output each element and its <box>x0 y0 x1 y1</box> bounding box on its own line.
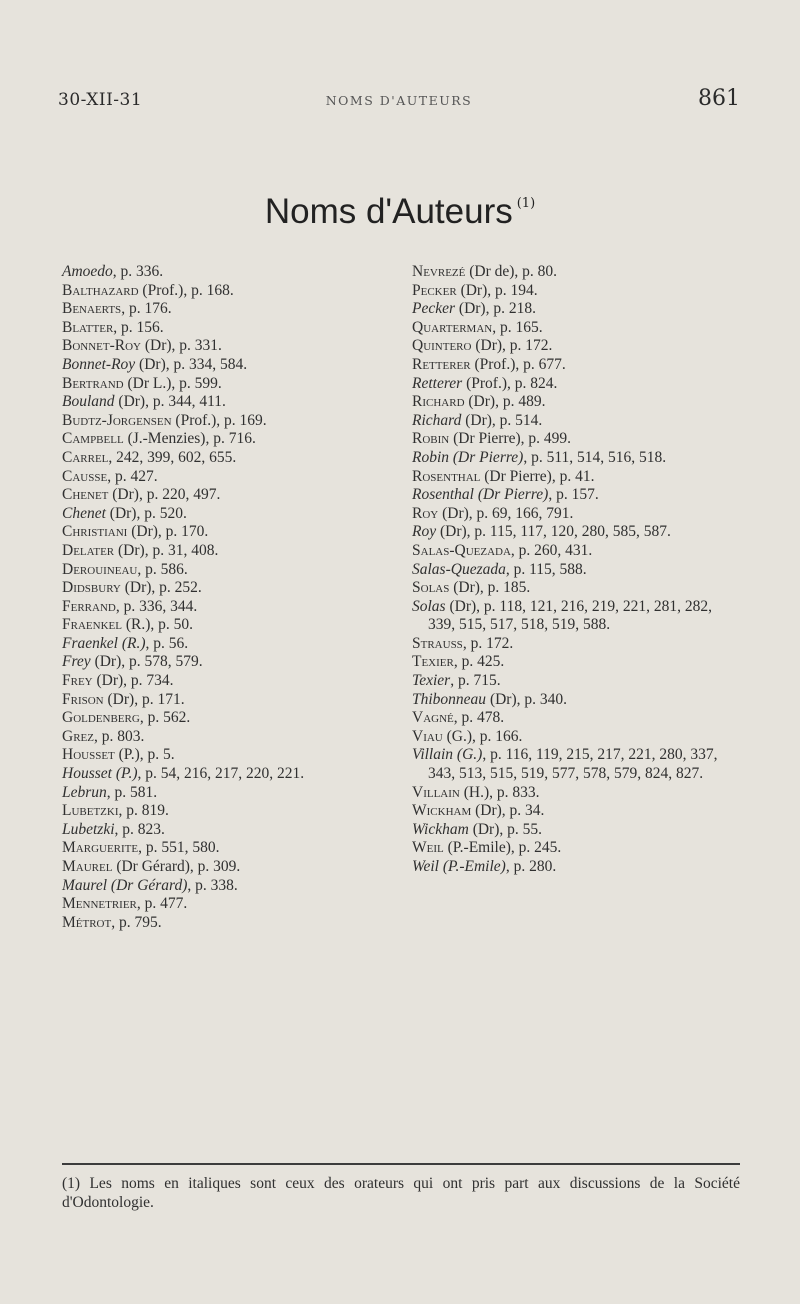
page-references: , 242, 399, 602, 655. <box>108 448 237 466</box>
index-entry <box>412 598 740 635</box>
index-entry <box>412 672 740 691</box>
page-references: , p. 478. <box>453 709 505 727</box>
author-name: Richard <box>412 393 465 411</box>
running-header <box>58 86 740 116</box>
author-name: Frey <box>62 653 91 671</box>
index-entry <box>412 412 740 431</box>
index-entry <box>412 263 740 282</box>
page-references: , p. 586. <box>137 560 188 578</box>
page-number: 861 <box>698 86 740 111</box>
author-name: Bouland <box>62 393 115 411</box>
index-entry <box>62 691 392 710</box>
index-entry <box>412 505 740 524</box>
index-entry <box>412 486 740 505</box>
page-references: (Dr), p. 115, 117, 120, 280, 585, 587. <box>436 523 671 541</box>
author-name: Amoedo <box>62 263 113 280</box>
page-references: , p. 165. <box>492 318 543 336</box>
author-name: Maurel (Dr Gérard) <box>62 876 188 894</box>
footnote: (1) Les noms en italiques sont ceux des orateurs qui ont pris part aux discussions de la Société d'Odontologie. <box>62 1175 740 1211</box>
page-references: (Prof.), p. 168. <box>138 281 234 299</box>
author-name: Villain <box>412 783 460 801</box>
author-name: Wickham <box>412 802 472 820</box>
page-references: (Dr Pierre), p. 499. <box>449 430 572 448</box>
author-name: Nevrezé <box>412 263 466 280</box>
index-entry <box>412 858 740 877</box>
page-references: (Prof.), p. 824. <box>462 374 558 392</box>
page-references: (Dr Pierre), p. 41. <box>480 467 595 485</box>
author-name: Pecker <box>412 300 456 318</box>
page-references: (Dr), p. 252. <box>120 579 202 597</box>
author-name: Roy <box>412 523 437 541</box>
index-entry <box>62 486 392 505</box>
index-entry <box>62 393 392 412</box>
page-references: , p. 425. <box>453 653 505 671</box>
page-references: , p. 581. <box>106 783 158 801</box>
author-name: Retterer <box>412 374 463 392</box>
author-name: Lubetzki <box>62 802 119 820</box>
page-references: (P.-Emile), p. 245. <box>443 839 562 857</box>
author-name: Thibonneau <box>412 690 487 708</box>
page-references: , p. 116, 119, 215, 217, 221, 280, 337, 343, 513, 515, 519, 577, 578, 579, 824, 827. <box>428 746 718 783</box>
page-references: (Dr), p. 185. <box>449 579 531 597</box>
author-name: Retterer <box>412 355 471 373</box>
page-title <box>0 192 800 232</box>
author-name: Robin <box>412 430 450 448</box>
author-name: Grez <box>62 727 94 745</box>
index-entry <box>412 319 740 338</box>
author-name: Housset <box>62 746 115 764</box>
author-name: Fraenkel (R.) <box>62 634 146 652</box>
page-references: (J.-Menzies), p. 716. <box>123 430 256 448</box>
page-references: , p. 56. <box>145 634 189 652</box>
index-entry <box>412 393 740 412</box>
author-name: Quintero <box>412 337 472 355</box>
page-references: (Dr), p. 31, 408. <box>114 541 219 559</box>
page-references: (Dr), p. 578, 579. <box>90 653 203 671</box>
page-references: (Dr), p. 194. <box>456 281 538 299</box>
page-references: , p. 336, 344. <box>115 597 198 615</box>
page-references: , p. 562. <box>139 709 191 727</box>
author-name: Derouineau <box>62 560 138 578</box>
author-name: Causse <box>62 467 108 485</box>
page-references: (Dr), p. 34. <box>471 802 545 820</box>
author-name: Housset (P.) <box>62 765 138 783</box>
index-entry <box>412 746 740 783</box>
footnote-marker: (1) <box>516 196 536 211</box>
index-entry <box>412 635 740 654</box>
page-references: , p. 115, 588. <box>505 560 587 578</box>
index-entry <box>412 542 740 561</box>
page-references: (Dr), p. 334, 584. <box>135 355 248 373</box>
page-references: (Dr), p. 118, 121, 216, 219, 221, 281, 282, 339, 515, 517, 518, 519, 588. <box>428 597 712 634</box>
author-name: Blatter <box>62 318 114 336</box>
index-entry <box>62 579 392 598</box>
index-entry <box>62 709 392 728</box>
author-name: Marguerite <box>62 839 139 857</box>
page-references: (Dr), p. 331. <box>141 337 222 355</box>
index-entry <box>62 412 392 431</box>
page-references: , p. 176. <box>121 300 172 318</box>
index-entry <box>62 895 392 914</box>
author-name: Campbell <box>62 430 124 448</box>
index-entry <box>62 523 392 542</box>
page-references: (Dr), p. 172. <box>471 337 553 355</box>
author-name: Roy <box>412 504 439 522</box>
author-name: Wickham <box>412 820 469 838</box>
author-name: Bertrand <box>62 374 124 392</box>
page-references: (Dr), p. 520. <box>105 504 187 522</box>
index-entry <box>62 430 392 449</box>
index-entry <box>412 784 740 803</box>
author-index-left-column <box>62 263 392 932</box>
page-references: , p. 551, 580. <box>138 839 220 857</box>
author-name: Texier <box>412 653 454 671</box>
index-entry <box>62 616 392 635</box>
page-references: (Dr), p. 69, 166, 791. <box>438 504 574 522</box>
author-name: Didsbury <box>62 579 121 597</box>
author-name: Strauss <box>412 634 463 652</box>
page-references: (Dr), p. 340. <box>486 690 567 708</box>
author-name: Carrel <box>62 448 109 466</box>
index-entry <box>412 337 740 356</box>
index-entry <box>62 821 392 840</box>
index-entry <box>412 449 740 468</box>
page-references: (Dr Gérard), p. 309. <box>112 858 241 875</box>
index-entry <box>62 839 392 858</box>
page-references: (Dr de), p. 80. <box>465 263 558 280</box>
page-references: , p. 715. <box>450 672 501 690</box>
index-entry <box>62 635 392 654</box>
author-name: Robin (Dr Pierre) <box>412 448 524 466</box>
author-name: Rosenthal <box>412 467 481 485</box>
author-name: Solas <box>412 579 450 597</box>
author-name: Salas-Quezada <box>412 541 511 559</box>
title-text: Noms d'Auteurs <box>264 192 513 231</box>
index-entry <box>412 375 740 394</box>
page-references: (Prof.), p. 677. <box>470 355 566 373</box>
page-references: , p. 172. <box>462 634 514 652</box>
page-references: , p. 427. <box>107 467 158 485</box>
index-entry <box>62 542 392 561</box>
index-entry <box>62 468 392 487</box>
index-entry <box>62 784 392 803</box>
index-entry <box>62 728 392 747</box>
index-entry <box>412 802 740 821</box>
author-index-right-column <box>412 263 740 877</box>
section-title: NOMS D'AUTEURS <box>325 93 473 108</box>
page-references: , p. 336. <box>112 263 164 280</box>
page-references: , p. 280. <box>505 858 557 875</box>
author-name: Pecker <box>412 281 457 299</box>
author-name: Viau <box>412 727 443 745</box>
author-name: Fraenkel <box>62 616 122 634</box>
page-references: (G.), p. 166. <box>442 727 523 745</box>
index-entry <box>412 821 740 840</box>
page-references: , p. 157. <box>548 486 599 504</box>
index-entry <box>412 561 740 580</box>
author-name: Vagné <box>412 709 454 727</box>
author-name: Goldenberg <box>62 709 140 727</box>
page-references: (Dr), p. 344, 411. <box>114 393 226 411</box>
page-references: (Dr), p. 489. <box>464 393 546 411</box>
page-references: , p. 803. <box>93 727 145 745</box>
page-references: (Dr), p. 734. <box>92 672 174 690</box>
page-references: , p. 156. <box>113 318 164 336</box>
index-entry <box>62 858 392 877</box>
author-name: Rosenthal (Dr Pierre) <box>412 486 549 504</box>
page-references: (Dr), p. 218. <box>455 300 536 318</box>
index-entry <box>62 449 392 468</box>
page-references: (Dr), p. 514. <box>461 411 543 429</box>
page-references: (P.), p. 5. <box>114 746 175 764</box>
author-name: Solas <box>412 597 446 615</box>
page-references: (Dr), p. 171. <box>103 690 185 708</box>
index-entry <box>412 728 740 747</box>
index-entry <box>412 579 740 598</box>
page-references: , p. 260, 431. <box>510 541 593 559</box>
author-name: Bonnet-Roy <box>62 355 136 373</box>
author-name: Quarterman <box>412 318 493 336</box>
index-entry <box>412 356 740 375</box>
author-name: Chenet <box>62 486 109 504</box>
author-name: Frey <box>62 672 93 690</box>
index-entry <box>62 300 392 319</box>
index-entry <box>412 839 740 858</box>
index-entry <box>412 282 740 301</box>
index-entry <box>62 746 392 765</box>
index-entry <box>62 505 392 524</box>
author-name: Frison <box>62 690 104 708</box>
author-name: Delater <box>62 541 115 559</box>
author-name: Weil (P.-Emile) <box>412 858 506 875</box>
page-references: (Dr), p. 55. <box>468 820 543 838</box>
author-name: Lubetzki <box>62 820 115 838</box>
page-references: (H.), p. 833. <box>459 783 540 801</box>
index-entry <box>62 356 392 375</box>
index-entry <box>62 653 392 672</box>
index-entry <box>62 598 392 617</box>
index-entry <box>62 282 392 301</box>
author-name: Texier <box>412 672 451 690</box>
author-name: Chenet <box>62 504 106 522</box>
author-name: Mennetrier <box>62 895 137 913</box>
index-entry <box>62 877 392 896</box>
index-entry <box>412 523 740 542</box>
author-name: Christiani <box>62 523 128 541</box>
author-name: Budtz-Jorgensen <box>62 411 172 429</box>
issue-date: 30-XII-31 <box>58 90 143 110</box>
page-references: , p. 819. <box>118 802 169 820</box>
index-entry <box>62 561 392 580</box>
author-name: Ferrand <box>62 597 116 615</box>
author-name: Bonnet-Roy <box>62 337 141 355</box>
index-entry <box>412 468 740 487</box>
page-references: , p. 338. <box>187 876 238 894</box>
footnote-rule <box>62 1163 740 1165</box>
author-name: Benaerts <box>62 300 122 318</box>
author-name: Balthazard <box>62 281 139 299</box>
page-references: , p. 477. <box>136 895 188 913</box>
page-references: (Prof.), p. 169. <box>171 411 267 429</box>
index-entry <box>62 337 392 356</box>
author-name: Métrot <box>62 913 112 931</box>
author-name: Maurel <box>62 858 113 875</box>
page-references: (R.), p. 50. <box>121 616 193 634</box>
author-name: Lebrun <box>62 783 107 801</box>
index-entry <box>412 709 740 728</box>
index-entry <box>62 375 392 394</box>
index-entry <box>62 802 392 821</box>
page-references: , p. 795. <box>111 913 162 931</box>
index-entry <box>412 691 740 710</box>
index-entry <box>62 319 392 338</box>
index-entry <box>62 914 392 933</box>
page-references: , p. 54, 216, 217, 220, 221. <box>137 765 305 783</box>
author-name: Weil <box>412 839 444 857</box>
author-name: Richard <box>412 411 462 429</box>
index-entry <box>62 672 392 691</box>
page-references: (Dr), p. 220, 497. <box>108 486 221 504</box>
page-references: , p. 511, 514, 516, 518. <box>523 448 667 466</box>
index-entry <box>412 300 740 319</box>
index-entry <box>412 430 740 449</box>
author-name: Salas-Quezada <box>412 560 506 578</box>
author-name: Villain (G.) <box>412 746 483 764</box>
index-entry <box>62 765 392 784</box>
index-entry <box>412 653 740 672</box>
page-references: (Dr), p. 170. <box>127 523 209 541</box>
page-references: , p. 823. <box>114 820 165 838</box>
page-references: (Dr L.), p. 599. <box>123 374 222 392</box>
index-entry <box>62 263 392 282</box>
